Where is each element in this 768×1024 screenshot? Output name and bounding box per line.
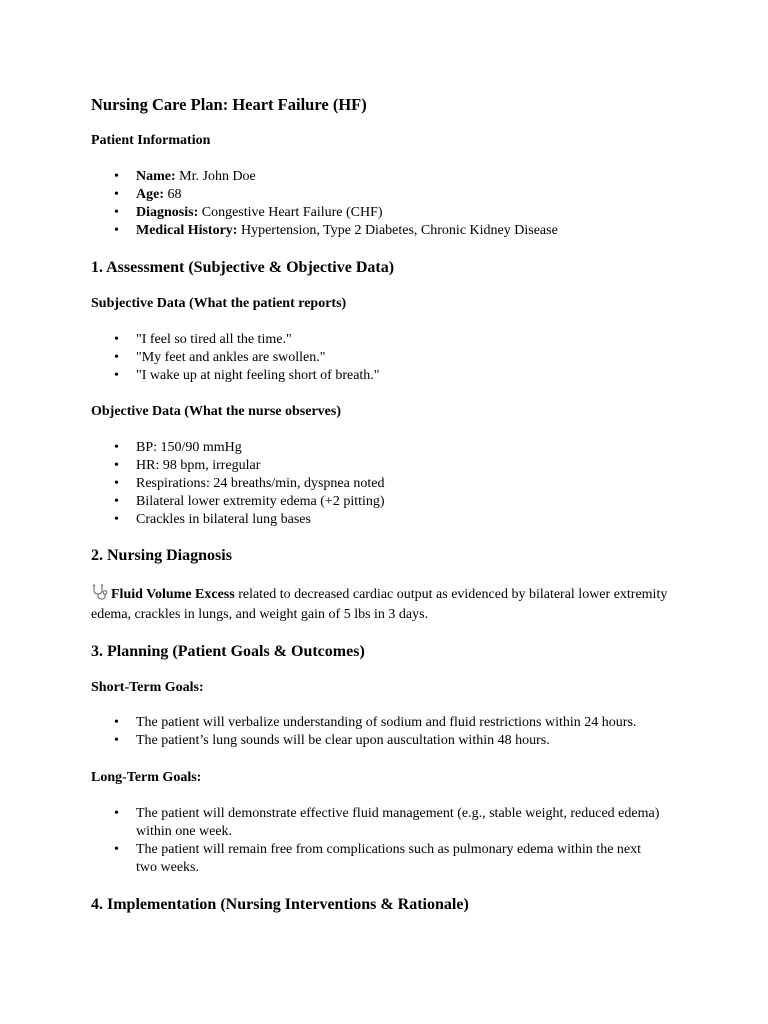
list-item: • BP: 150/90 mmHg — [91, 439, 691, 457]
list-item: • The patient will remain free from complications such as pulmonary edema within the next two weeks. — [91, 841, 661, 877]
long-term-goals-heading: Long-Term Goals: — [91, 770, 202, 785]
assessment-heading: 1. Assessment (Subjective & Objective Data) — [91, 259, 395, 276]
list-item: • "I wake up at night feeling short of breath." — [91, 367, 691, 385]
list-item: • "My feet and ankles are swollen." — [91, 349, 691, 367]
list-item: • Respirations: 24 breaths/min, dyspnea noted — [91, 475, 691, 493]
list-item: • The patient’s lung sounds will be clear upon auscultation within 48 hours. — [91, 732, 691, 750]
objective-data-heading: Objective Data (What the nurse observes) — [91, 404, 342, 419]
list-item: • The patient will verbalize understanding of sodium and fluid restrictions within 24 hours. — [91, 714, 691, 732]
list-item: • HR: 98 bpm, irregular — [91, 457, 691, 475]
short-term-goals-heading: Short-Term Goals: — [91, 680, 204, 695]
list-item: • Diagnosis: Congestive Heart Failure (CHF) — [91, 204, 691, 222]
planning-heading: 3. Planning (Patient Goals & Outcomes) — [91, 643, 365, 660]
list-item: • Age: 68 — [91, 186, 691, 204]
subjective-data-heading: Subjective Data (What the patient reports) — [91, 296, 347, 311]
list-item: • "I feel so tired all the time." — [91, 331, 691, 349]
list-item: • Crackles in bilateral lung bases — [91, 511, 691, 529]
nursing-diagnosis-text: Fluid Volume Excess related to decreased cardiac output as evidenced by bilateral lower extremity edema, crackles in lungs, and weight gain of 5 lbs in 3 days. — [91, 584, 671, 625]
document-title: Nursing Care Plan: Heart Failure (HF) — [91, 95, 367, 114]
patient-info-heading: Patient Information — [91, 133, 211, 148]
objective-data-list — [91, 439, 691, 529]
nursing-diagnosis-heading: 2. Nursing Diagnosis — [91, 547, 232, 564]
implementation-heading: 4. Implementation (Nursing Interventions & Rationale) — [91, 896, 469, 913]
stethoscope-icon — [91, 584, 108, 600]
list-item: • The patient will demonstrate effective fluid management (e.g., stable weight, reduced edema) within one week. — [91, 805, 661, 841]
long-term-goals-list — [91, 805, 691, 877]
patient-info-list — [91, 168, 691, 240]
subjective-data-list — [91, 331, 691, 385]
list-item: • Bilateral lower extremity edema (+2 pitting) — [91, 493, 691, 511]
list-item: • Medical History: Hypertension, Type 2 Diabetes, Chronic Kidney Disease — [91, 222, 691, 240]
short-term-goals-list — [91, 714, 691, 750]
list-item: • Name: Mr. John Doe — [91, 168, 691, 186]
